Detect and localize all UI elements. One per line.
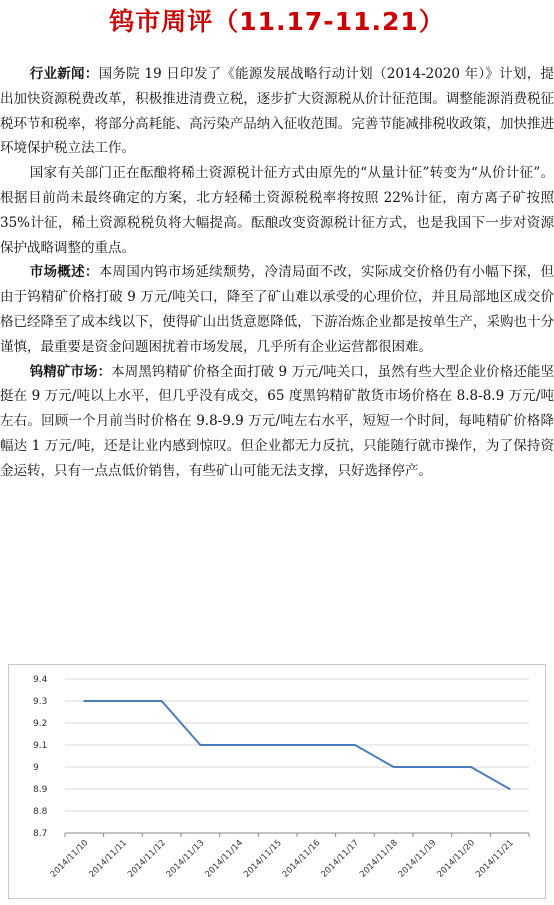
paragraph-rare-earth-tax <box>0 161 554 260</box>
paragraph-text: 本周黑钨精矿价格全面打破 9 万元/吨关口，虽然有些大型企业价格还能坚挺在 9 万元/吨以上水平，但几乎没有成交，65 度黑钨精矿散货市场价格在 8.8-8.9 万元/吨左右。回顾一个月前当时价格在 9.8-9.9 万元/吨左右水平，短短一个时间，每吨精矿价格降幅达 1 万元/吨，还是让业内感到惊叹。但企业都无力反抗，只能随行就市操作，为了保持资金运转，只有一点点低价销售，有些矿山可能无法支撑，只好选择停产。 <box>0 363 554 479</box>
data-point <box>83 700 85 702</box>
y-tick-label: 9.1 <box>33 741 48 751</box>
y-tick-label: 9 <box>33 763 39 773</box>
data-point <box>238 744 240 746</box>
page-title: 钨市周评（11.17-11.21） <box>109 7 445 36</box>
y-tick-label: 8.9 <box>33 785 48 795</box>
x-tick-label: 2014/11/13 <box>164 838 207 880</box>
x-tick-label: 2014/11/16 <box>280 838 323 880</box>
paragraph-lead: 钨精矿市场： <box>29 363 112 380</box>
x-tick-label: 2014/11/15 <box>242 838 284 880</box>
y-tick-label: 9.4 <box>33 675 48 685</box>
x-tick-label: 2014/11/14 <box>203 838 246 880</box>
paragraph-market-overview <box>0 260 554 359</box>
y-tick-label: 8.8 <box>33 807 48 817</box>
x-tick-label: 2014/11/21 <box>474 838 516 880</box>
y-tick-label: 8.7 <box>33 829 48 839</box>
x-tick-label: 2014/11/12 <box>126 838 168 880</box>
data-point <box>277 744 279 746</box>
x-tick-label: 2014/11/11 <box>87 838 130 880</box>
y-tick-label: 9.2 <box>33 719 48 729</box>
x-tick-label: 2014/11/10 <box>48 838 91 880</box>
paragraph-text: 国家有关部门正在酝酿将稀土资源税计征方式由原先的“从量计征”转变为“从价计征”。根据目前尚未最终确定的方案，北方轻稀土资源税税率将按照 22%计征，南方离子矿按照 35%计征，稀土资源税税负将大幅提高。酝酿改变资源税计征方式，也是我国下一步对资源保护战略调整的重点。 <box>0 165 554 256</box>
x-tick-label: 2014/11/18 <box>358 838 400 880</box>
paragraph-concentrate-market <box>0 360 554 484</box>
data-point <box>199 744 201 746</box>
data-point <box>393 766 395 768</box>
paragraph-industry-news <box>0 62 554 161</box>
paragraph-lead: 市场概述： <box>29 264 99 281</box>
paragraph-lead: 行业新闻： <box>29 66 99 82</box>
y-tick-label: 9.3 <box>33 697 48 707</box>
price-line-chart <box>9 665 545 898</box>
data-point <box>161 700 163 702</box>
data-point <box>122 700 124 702</box>
x-tick-label: 2014/11/17 <box>319 838 362 880</box>
paragraph-text: 本周国内钨市场延续颓势，冷清局面不改，实际成交价格仍有小幅下探，但由于钨精矿价格打破 9 万元/吨关口，降至了矿山难以承受的心理价位，并且局部地区成交价格已经降至了成本线以下，使得矿山出货意愿降低，下游冶炼企业都是按单生产，采购也十分谨慎，最重要是资金问题困扰着市场发展，几乎所有企业运营都很困难。 <box>0 264 554 355</box>
x-tick-label: 2014/11/19 <box>396 838 439 880</box>
price-chart <box>8 664 546 899</box>
data-point <box>509 788 511 790</box>
paragraph-text: 国务院 19 日印发了《能源发展战略行动计划（2014-2020 年）》计划，提出加快资源税费改革，积极推进清费立税，逐步扩大资源税从价计征范围。调整能源消费税征税环节和税率，将部分高耗能、高污染产品纳入征收范围。完善节能减排税收政策，加快推进环境保护税立法工作。 <box>0 66 554 157</box>
data-point <box>470 766 472 768</box>
x-tick-label: 2014/11/20 <box>435 838 478 880</box>
data-point <box>354 744 356 746</box>
data-point <box>315 744 317 746</box>
data-point <box>431 766 433 768</box>
article-body <box>0 62 554 484</box>
